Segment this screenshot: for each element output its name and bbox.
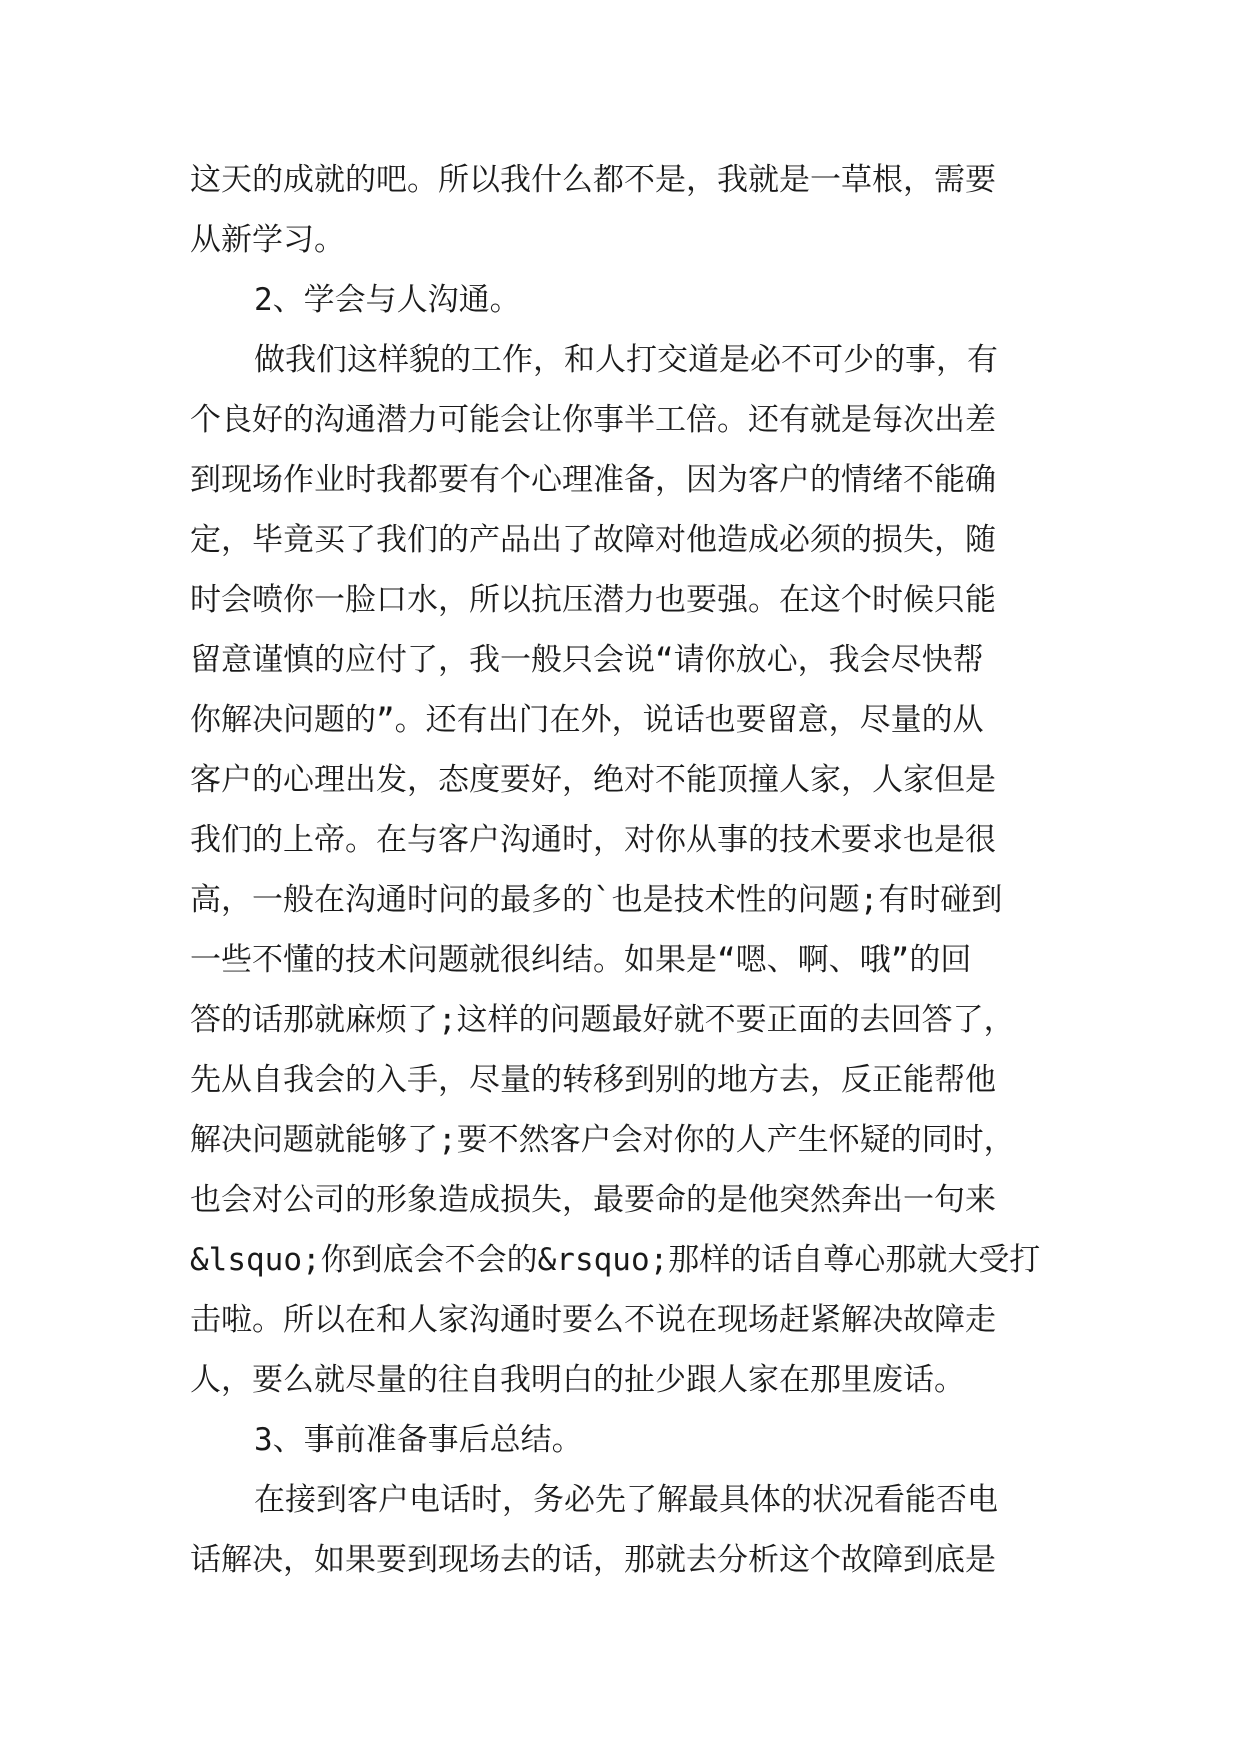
text-line: 答的话那就麻烦了;这样的问题最好就不要正面的去回答了，	[190, 1002, 1015, 1038]
text-line: 击啦。所以在和人家沟通时要么不说在现场赶紧解决故障走	[190, 1302, 996, 1338]
text-line: 我们的上帝。在与客户沟通时，对你从事的技术要求也是很	[190, 822, 996, 858]
text-line: 留意谨慎的应付了，我一般只会说“请你放心，我会尽快帮	[190, 642, 984, 678]
text-line: 解决问题就能够了;要不然客户会对你的人产生怀疑的同时，	[190, 1122, 1015, 1158]
paragraph-first-line: 做我们这样貌的工作，和人打交道是必不可少的事，有	[254, 342, 998, 378]
text-line: 高，一般在沟通时问的最多的`也是技术性的问题;有时碰到	[190, 882, 1003, 918]
text-line: 从新学习。	[190, 222, 345, 258]
text-line: &lsquo;你到底会不会的&rsquo;那样的话自尊心那就大受打	[190, 1242, 1041, 1278]
text-line: 先从自我会的入手，尽量的转移到别的地方去，反正能帮他	[190, 1062, 996, 1098]
text-line: 一些不懂的技术问题就很纠结。如果是“嗯、啊、哦”的回	[190, 942, 972, 978]
text-line: 也会对公司的形象造成损失，最要命的是他突然奔出一句来	[190, 1182, 996, 1218]
paragraph-first-line: 在接到客户电话时，务必先了解最具体的状况看能否电	[254, 1482, 998, 1518]
text-line: 客户的心理出发，态度要好，绝对不能顶撞人家，人家但是	[190, 762, 996, 798]
text-line: 人，要么就尽量的往自我明白的扯少跟人家在那里废话。	[190, 1362, 965, 1398]
text-line: 个良好的沟通潜力可能会让你事半工倍。还有就是每次出差	[190, 402, 996, 438]
text-line: 这天的成就的吧。所以我什么都不是，我就是一草根，需要	[190, 162, 996, 198]
text-line: 定，毕竟买了我们的产品出了故障对他造成必须的损失，随	[190, 522, 996, 558]
section-heading: 2、学会与人沟通。	[254, 282, 521, 318]
text-line: 你解决问题的”。还有出门在外，说话也要留意，尽量的从	[190, 702, 984, 738]
text-line: 到现场作业时我都要有个心理准备，因为客户的情绪不能确	[190, 462, 996, 498]
section-heading: 3、事前准备事后总结。	[254, 1422, 583, 1458]
document-body	[190, 150, 1060, 1590]
text-line: 话解决，如果要到现场去的话，那就去分析这个故障到底是	[190, 1542, 996, 1578]
text-line: 时会喷你一脸口水，所以抗压潜力也要强。在这个时候只能	[190, 582, 996, 618]
